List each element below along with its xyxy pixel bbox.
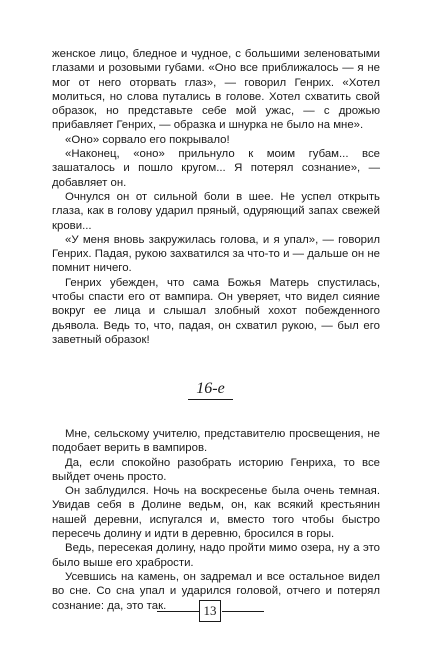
paragraph: женское лицо, бледное и чудное, с большими зеленоватыми глазами и розовыми губами. «Оно все приближалось — я не мог от него оторвать глаз», — говорил Генрих. «Хотел молиться, но слова путались в голове. Хотел схватить свой образок, но представьте себе мой ужас, — с дрожью прибавляет Генрих, — образка и шнурка не было на мне». (52, 48, 380, 132)
paragraph: Он заблудился. Ночь на воскресенье была очень темная. Увидав себя в Долине ведьм, он, как всякий крестьянин нашей деревни, испугался и, вместо того чтобы быстро пересечь долину и идти в деревню, бросился в горы. (52, 485, 380, 541)
paragraph: «У меня вновь закружилась голова, и я упал», — говорил Генрих. Падая, рукою захватился за что-то и — дальше он не помнит ничего. (52, 233, 380, 275)
page-number: 13 (199, 600, 221, 622)
section-heading (0, 380, 421, 398)
section-heading-text: 16-е (188, 380, 232, 398)
paragraph: «Оно» сорвало его покрывало! (65, 133, 230, 146)
paragraph: Да, если спокойно разобрать историю Генриха, то все выйдет очень просто. (52, 456, 380, 483)
page-number-rule-right (222, 611, 264, 612)
page-number-footer (0, 600, 421, 624)
bottom-text-block (52, 427, 380, 613)
paragraph: Ведь, пересекая долину, надо пройти мимо озера, ну а это было выше его храбрости. (52, 542, 380, 569)
paragraph: «Наконец, «оно» прильнуло к моим губам... все зашаталось и пошло кругом... Я потерял сознание», — добавляет он. (52, 148, 380, 189)
paragraph: Генрих убежден, что сама Божья Матерь спустилась, чтобы спасти его от вампира. Он уверяет, что видел сияние вокруг ее лица и слышал злобный хохот побежденного дьявола. Ведь то, что, падая, он схватил рукою, — был его заветный образок! (52, 276, 380, 346)
page-number-rule-left (157, 611, 199, 612)
paragraph: Мне, сельскому учителю, представителю просвещения, не подобает верить в вампиров. (52, 428, 380, 455)
paragraph: Очнулся он от сильной боли в шее. Не успел открыть глаза, как в голову ударил пряный, одуряющий запах свежей крови... (52, 190, 380, 232)
paragraph: Усевшись на камень, он задремал и все остальное видел во сне. Со сна упал и ударился головой, отчего и потерял сознание: да, это так. (52, 570, 380, 612)
top-text-block (52, 47, 380, 347)
